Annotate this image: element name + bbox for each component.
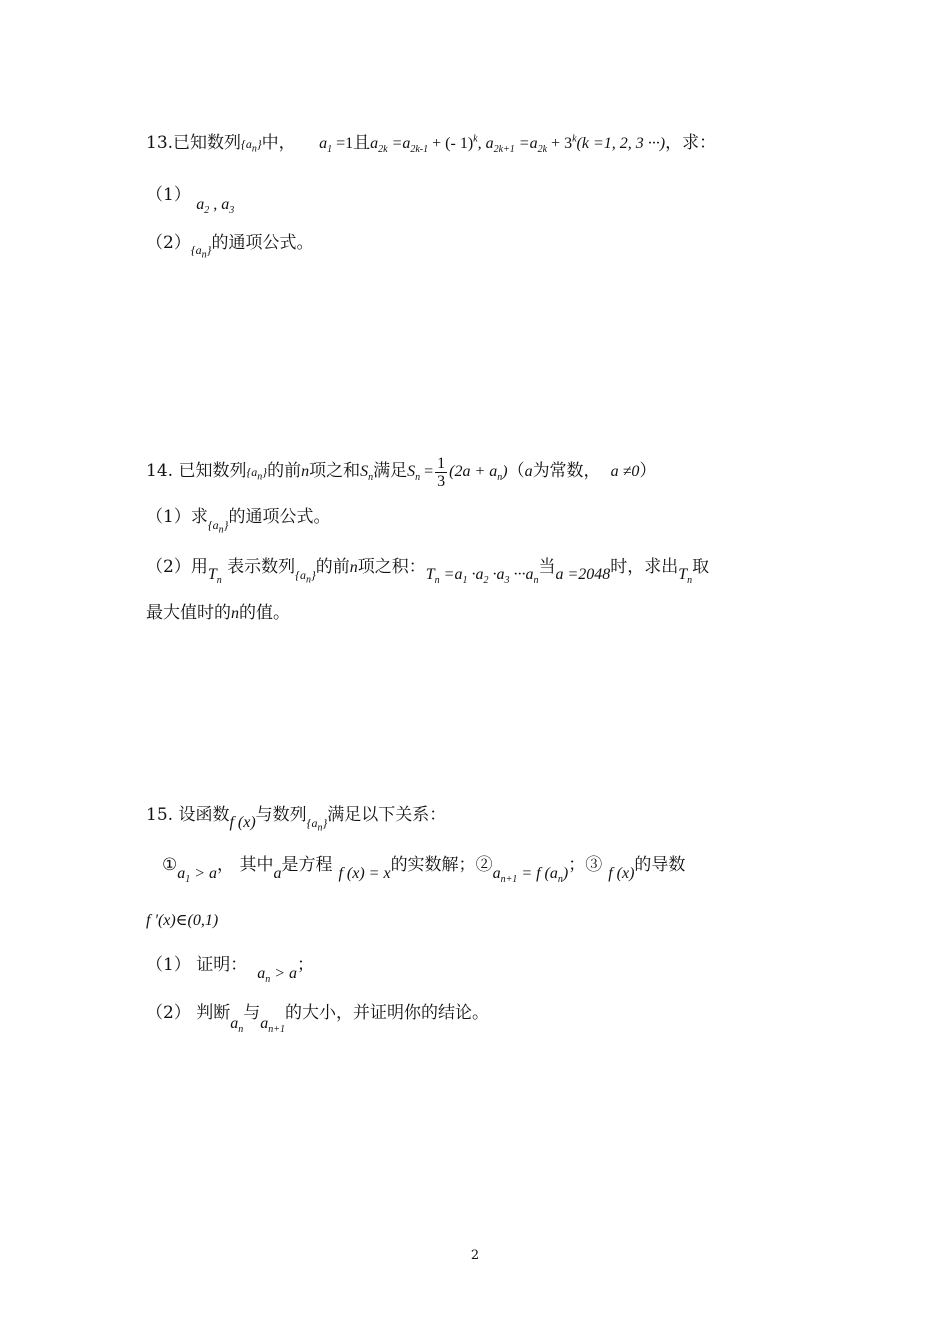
subscript: n	[434, 575, 440, 587]
text: T	[207, 566, 217, 583]
text: 的前	[267, 461, 302, 482]
text: + (- 1)	[428, 135, 474, 152]
text: ①	[162, 855, 178, 875]
subscript: n	[368, 472, 374, 484]
problem-13-stem	[146, 128, 716, 155]
page-number: 2	[470, 1248, 480, 1263]
text: 项之积：	[357, 557, 426, 577]
math	[407, 455, 508, 490]
text: > a	[190, 865, 218, 882]
subscript: 3	[229, 205, 235, 217]
text: {a	[190, 243, 202, 257]
text: )	[502, 463, 508, 481]
math	[425, 566, 539, 587]
subscript: n	[533, 575, 539, 587]
problem-15-conditions	[162, 850, 686, 886]
text: 是方程	[281, 855, 333, 875]
text: ）	[639, 461, 657, 482]
math	[257, 965, 298, 986]
math	[678, 566, 693, 587]
text: a	[257, 965, 266, 982]
math	[260, 1015, 285, 1036]
text: }	[262, 465, 268, 480]
math	[196, 196, 235, 217]
text: 时，求出	[610, 557, 679, 577]
text: 14. 已知数列	[146, 461, 247, 482]
problem-15-q2	[146, 998, 489, 1036]
text: 表示数列	[221, 557, 296, 577]
text: 当	[538, 557, 556, 577]
text: （	[507, 461, 525, 482]
text: a	[273, 865, 282, 882]
text: T	[678, 566, 688, 583]
text: （2）	[146, 233, 191, 253]
subscript: n	[305, 574, 311, 586]
subscript: n	[251, 143, 257, 155]
text: =a	[439, 566, 463, 583]
math	[190, 243, 212, 261]
text: 的前	[315, 557, 350, 577]
text: {a	[246, 465, 258, 480]
text: }	[310, 568, 316, 582]
math	[207, 518, 229, 536]
text: (2a + a	[449, 463, 498, 481]
text: {a	[207, 518, 219, 532]
math	[230, 1015, 244, 1036]
subscript: 2k+1	[493, 144, 515, 156]
text: （1）求	[146, 507, 208, 527]
subscript: n	[257, 471, 263, 483]
subscript: n	[265, 974, 271, 986]
text: 13.已知数列	[146, 133, 242, 153]
math	[246, 465, 268, 483]
text: a	[370, 135, 379, 152]
text: 取	[692, 557, 710, 577]
subscript: 1	[185, 874, 191, 886]
text: （1）	[146, 185, 191, 205]
text: {a	[295, 568, 306, 582]
math	[306, 816, 328, 834]
problem-13-q1	[146, 180, 235, 217]
text: =a	[514, 135, 538, 152]
subscript: n	[687, 575, 693, 587]
text: 与数列	[255, 805, 307, 825]
math	[370, 133, 666, 156]
text: }	[223, 518, 229, 532]
subscript: n+1	[500, 874, 518, 886]
text: f (x)	[608, 865, 635, 882]
subscript: 1	[462, 575, 468, 587]
text: {a	[306, 816, 318, 830]
subscript: n	[238, 1024, 244, 1036]
problem-14-q2	[146, 552, 710, 587]
text: a ≠0	[610, 463, 640, 481]
text: =1	[332, 135, 354, 152]
text: ·a	[488, 566, 505, 583]
text: )	[562, 865, 569, 882]
text: a	[260, 1015, 269, 1032]
problem-15-derivative	[146, 910, 218, 930]
math	[319, 135, 354, 156]
text: T	[425, 566, 435, 583]
text: 最大值时的	[146, 603, 231, 623]
problem-14-stem	[146, 455, 656, 490]
denominator: 3	[437, 473, 446, 490]
superscript: k	[572, 133, 577, 145]
subscript: n	[497, 472, 503, 484]
problem-15-q1	[146, 950, 315, 986]
text: a =2048	[555, 566, 611, 583]
text: = f (a	[517, 865, 558, 882]
text: ②	[475, 855, 493, 875]
text: =a	[387, 135, 411, 152]
problem-14-q1	[146, 502, 331, 536]
subscript: 3	[504, 575, 510, 587]
text: n	[231, 605, 239, 622]
text: }	[322, 816, 328, 830]
text: }	[206, 243, 212, 257]
text: ；	[568, 855, 586, 875]
text: 中，	[261, 133, 296, 153]
superscript: k	[473, 133, 478, 145]
text: a	[230, 1015, 239, 1032]
fraction	[435, 455, 447, 490]
text: ·a	[467, 566, 484, 583]
text: S	[407, 463, 416, 481]
text: a	[196, 196, 205, 213]
text: （2）用	[146, 557, 208, 577]
text: 满足	[373, 461, 408, 482]
problem-15-stem	[146, 800, 447, 834]
text: ③	[585, 855, 603, 875]
text: a	[177, 865, 186, 882]
text: (k =1, 2, 3 ···)	[576, 135, 666, 152]
subscript: n	[317, 822, 323, 834]
text: }	[256, 137, 262, 151]
subscript: 2k	[537, 144, 548, 156]
subscript: n	[216, 575, 222, 587]
text: 的大小，并证明你的结论。	[284, 1003, 489, 1023]
text: 15. 设函数	[146, 805, 230, 825]
text: ， 其中	[217, 855, 274, 875]
text: =	[420, 463, 434, 481]
math	[177, 865, 218, 886]
text: a	[524, 463, 533, 481]
subscript: n	[557, 874, 563, 886]
subscript: 1	[327, 144, 333, 156]
subscript: n	[415, 472, 421, 484]
subscript: n+1	[268, 1024, 285, 1036]
subscript: 2k-1	[410, 144, 429, 156]
text: > a	[270, 965, 298, 982]
text: + 3	[547, 135, 573, 152]
text: ···a	[509, 566, 534, 583]
text: f (x) = x	[338, 865, 391, 882]
text: 的通项公式。	[228, 507, 331, 527]
subscript: n	[218, 524, 224, 536]
text: 的导数	[634, 855, 686, 875]
text: S	[360, 463, 369, 481]
numerator: 1	[437, 455, 446, 472]
text: , a	[209, 196, 230, 213]
text: 的值。	[239, 603, 290, 623]
text: 且	[353, 133, 371, 153]
math	[492, 865, 569, 886]
text: f (x)	[229, 814, 256, 831]
text: （2） 判断	[146, 1003, 231, 1023]
subscript: 2k	[378, 144, 388, 156]
text: 的实数解；	[390, 855, 476, 875]
text: 的通项公式。	[211, 233, 314, 253]
text: n	[349, 559, 358, 576]
text: 为常数，	[532, 461, 601, 482]
text: ；	[297, 955, 315, 975]
problem-13-q2	[146, 228, 314, 261]
text: n	[301, 463, 310, 481]
text: a	[492, 865, 501, 882]
text: 满足以下关系：	[327, 805, 447, 825]
text: , a	[477, 135, 494, 152]
subscript: 2	[204, 205, 210, 217]
math	[360, 463, 374, 484]
math	[241, 137, 262, 155]
text: f ′(x)∈(0,1)	[146, 912, 219, 929]
subscript: n	[201, 249, 207, 261]
text: 与	[243, 1003, 261, 1023]
math	[295, 568, 316, 586]
problem-14-q2-cont	[146, 598, 290, 623]
subscript: 2	[483, 575, 489, 587]
text: ，求：	[665, 133, 717, 153]
text: {a	[241, 137, 252, 151]
text: （1） 证明：	[146, 955, 248, 975]
math	[207, 566, 222, 587]
text: a	[319, 135, 328, 152]
text: 项之和	[309, 461, 361, 482]
